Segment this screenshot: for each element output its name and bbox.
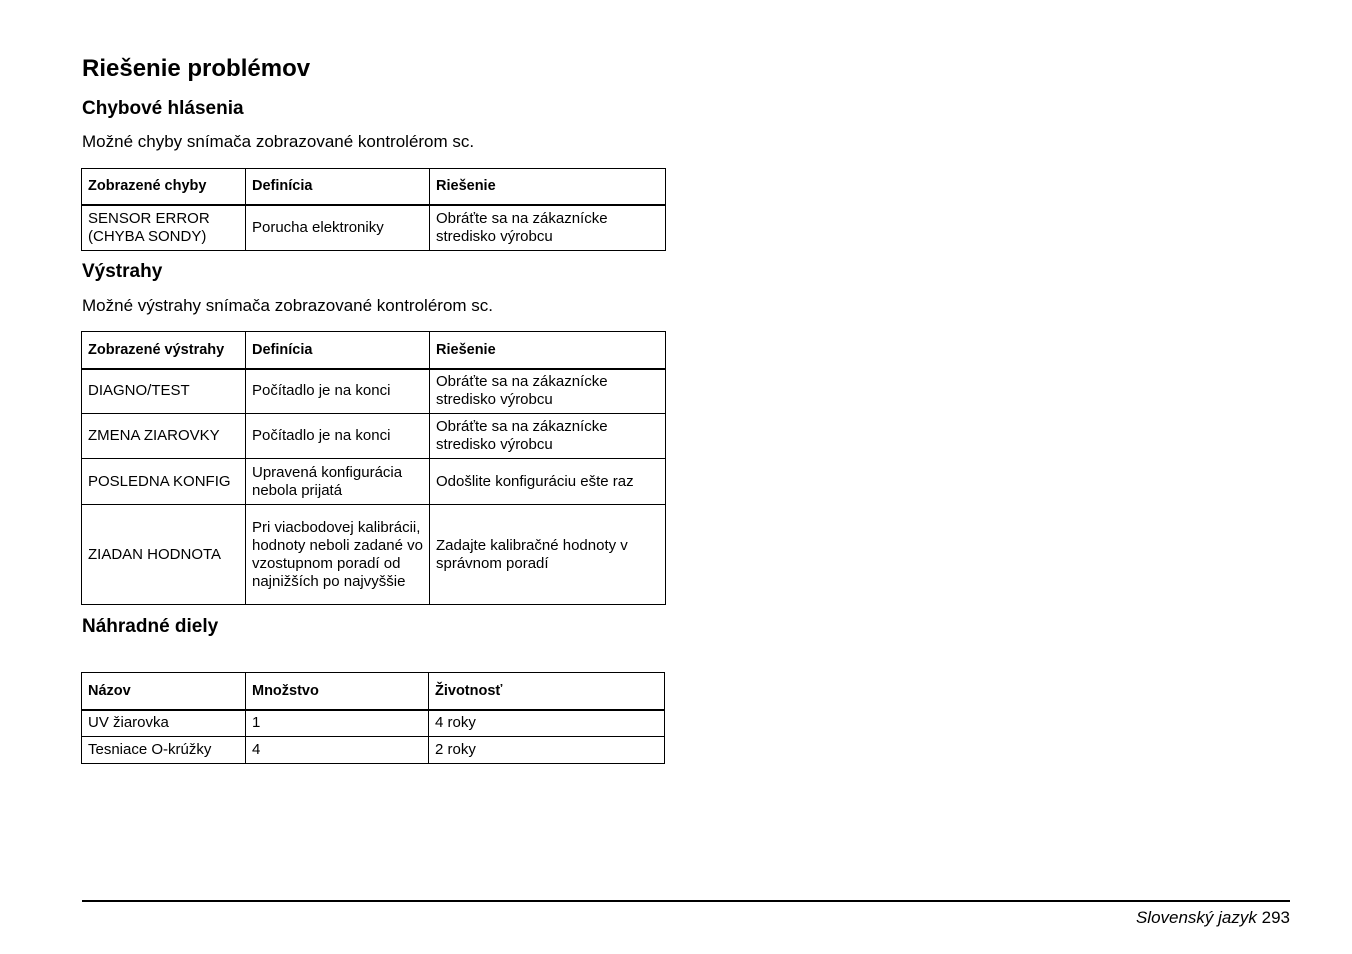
warnings-cell-solution: Obráťte sa na zákaznícke stredisko výrobcu	[430, 414, 666, 459]
warnings-cell-definition: Pri viacbodovej kalibrácii, hodnoty neboli zadané vo vzostupnom poradí od najnižších po najvyššie	[246, 505, 430, 605]
warnings-cell-definition: Počítadlo je na konci	[246, 369, 430, 414]
table-row	[82, 459, 666, 505]
parts-col-lifetime: Životnosť	[429, 673, 665, 710]
parts-cell-lifetime: 4 roky	[429, 710, 665, 737]
parts-table-header	[82, 673, 665, 710]
page-number: 293	[1261, 908, 1290, 927]
parts-heading: Náhradné diely	[82, 616, 219, 637]
table-row	[82, 710, 665, 737]
parts-cell-name: Tesniace O-krúžky	[82, 737, 246, 764]
footer-language: Slovenský jazyk	[1135, 908, 1257, 927]
warnings-col-solution: Riešenie	[430, 332, 666, 369]
errors-cell-solution: Obráťte sa na zákaznícke stredisko výrobcu	[430, 205, 666, 251]
errors-table	[81, 168, 666, 251]
errors-table-header	[82, 169, 666, 205]
parts-cell-quantity: 1	[246, 710, 429, 737]
errors-cell-displayed: SENSOR ERROR (CHYBA SONDY)	[82, 205, 246, 251]
warnings-cell-displayed: POSLEDNA KONFIG	[82, 459, 246, 505]
page-footer	[1136, 907, 1290, 929]
table-row	[82, 505, 666, 605]
warnings-table-header	[82, 332, 666, 369]
warnings-table	[81, 331, 666, 605]
warnings-cell-definition: Upravená konfigurácia nebola prijatá	[246, 459, 430, 505]
parts-col-name: Názov	[82, 673, 246, 710]
errors-col-definition: Definícia	[246, 169, 430, 205]
parts-col-quantity: Množstvo	[246, 673, 429, 710]
warnings-cell-displayed: ZMENA ZIAROVKY	[82, 414, 246, 459]
errors-cell-definition: Porucha elektroniky	[246, 205, 430, 251]
warnings-cell-solution: Zadajte kalibračné hodnoty v správnom poradí	[430, 505, 666, 605]
parts-cell-name: UV žiarovka	[82, 710, 246, 737]
errors-col-displayed: Zobrazené chyby	[82, 169, 246, 205]
warnings-col-displayed: Zobrazené výstrahy	[82, 332, 246, 369]
errors-col-solution: Riešenie	[430, 169, 666, 205]
parts-cell-lifetime: 2 roky	[429, 737, 665, 764]
table-row	[82, 205, 666, 251]
warnings-cell-definition: Počítadlo je na konci	[246, 414, 430, 459]
warnings-cell-displayed: ZIADAN HODNOTA	[82, 505, 246, 605]
page-title: Riešenie problémov	[82, 55, 311, 82]
table-row	[82, 414, 666, 459]
parts-table	[81, 672, 665, 764]
errors-intro: Možné chyby snímača zobrazované kontrolérom sc.	[82, 132, 475, 151]
warnings-cell-solution: Obráťte sa na zákaznícke stredisko výrobcu	[430, 369, 666, 414]
warnings-cell-displayed: DIAGNO/TEST	[82, 369, 246, 414]
errors-heading: Chybové hlásenia	[82, 98, 244, 119]
table-row	[82, 369, 666, 414]
parts-cell-quantity: 4	[246, 737, 429, 764]
warnings-cell-solution: Odošlite konfiguráciu ešte raz	[430, 459, 666, 505]
warnings-heading: Výstrahy	[82, 261, 163, 282]
warnings-col-definition: Definícia	[246, 332, 430, 369]
warnings-intro: Možné výstrahy snímača zobrazované kontrolérom sc.	[82, 296, 494, 315]
footer-divider	[82, 900, 1290, 902]
table-row	[82, 737, 665, 764]
